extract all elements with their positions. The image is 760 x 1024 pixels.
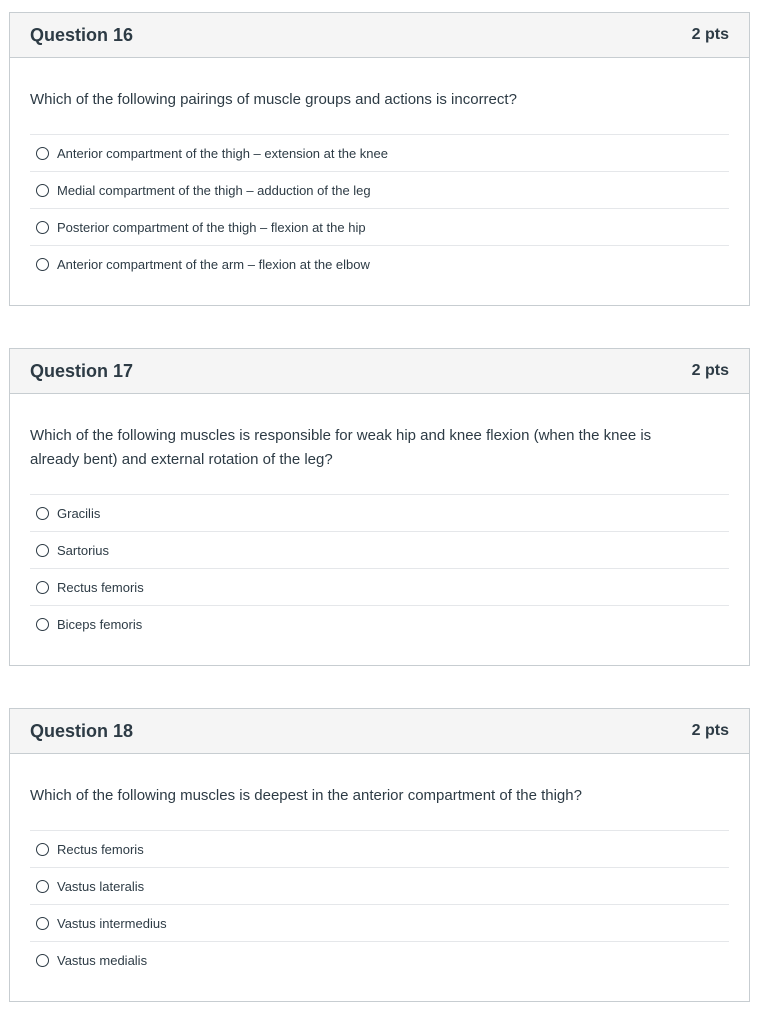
- answer-option[interactable]: [30, 246, 729, 283]
- question-points: 2 pts: [691, 26, 729, 43]
- question-16-card: [9, 12, 750, 306]
- question-title: Question 17: [30, 360, 134, 381]
- question-header: [10, 709, 749, 754]
- answer-option[interactable]: [30, 495, 729, 532]
- radio-button[interactable]: [36, 843, 49, 856]
- question-17-card: [9, 348, 750, 666]
- answer-option[interactable]: [30, 532, 729, 569]
- answer-label[interactable]: Vastus lateralis: [57, 878, 145, 894]
- answer-label[interactable]: Biceps femoris: [57, 617, 143, 632]
- radio-button[interactable]: [36, 618, 49, 631]
- question-title: Question 18: [30, 720, 134, 741]
- answer-label[interactable]: Rectus femoris: [57, 579, 144, 595]
- answer-option[interactable]: [30, 569, 729, 606]
- radio-button[interactable]: [36, 581, 49, 594]
- answer-label[interactable]: Vastus intermedius: [57, 915, 167, 931]
- answer-option[interactable]: [30, 942, 729, 979]
- answer-label[interactable]: Gracilis: [57, 505, 101, 521]
- question-text-line: already bent) and external rotation of the leg?: [30, 451, 333, 468]
- answer-option[interactable]: [30, 606, 729, 643]
- radio-button[interactable]: [36, 258, 49, 271]
- question-header: [10, 13, 749, 58]
- answer-label[interactable]: Rectus femoris: [57, 841, 144, 857]
- radio-button[interactable]: [36, 880, 49, 893]
- answer-label[interactable]: Anterior compartment of the thigh – extension at the knee: [57, 145, 388, 161]
- radio-button[interactable]: [36, 184, 49, 197]
- answer-option[interactable]: [30, 209, 729, 246]
- answer-option[interactable]: [30, 868, 729, 905]
- answer-label[interactable]: Medial compartment of the thigh – adduction of the leg: [57, 182, 371, 198]
- radio-button[interactable]: [36, 147, 49, 160]
- question-text: [30, 394, 729, 494]
- question-points: 2 pts: [691, 722, 729, 739]
- question-body: [10, 394, 749, 643]
- answer-option[interactable]: [30, 905, 729, 942]
- answer-list: [30, 830, 729, 979]
- answer-label[interactable]: Posterior compartment of the thigh – flexion at the hip: [57, 219, 366, 235]
- question-text-line: Which of the following muscles is responsible for weak hip and knee flexion (when the knee is: [30, 427, 652, 444]
- answer-option[interactable]: [30, 135, 729, 172]
- question-body: [10, 58, 749, 283]
- radio-button[interactable]: [36, 917, 49, 930]
- question-title: Question 16: [30, 24, 134, 45]
- answer-list: [30, 134, 729, 283]
- question-text: Which of the following pairings of muscle groups and actions is incorrect?: [30, 91, 517, 108]
- answer-list: [30, 494, 729, 643]
- question-header: [10, 349, 749, 394]
- answer-label[interactable]: Anterior compartment of the arm – flexion at the elbow: [57, 257, 370, 272]
- answer-option[interactable]: [30, 831, 729, 868]
- question-body: [10, 754, 749, 979]
- answer-label[interactable]: Vastus medialis: [57, 953, 148, 968]
- answer-label[interactable]: Sartorius: [57, 542, 110, 558]
- answer-option[interactable]: [30, 172, 729, 209]
- radio-button[interactable]: [36, 954, 49, 967]
- question-18-card: [9, 708, 750, 1002]
- radio-button[interactable]: [36, 221, 49, 234]
- question-text: Which of the following muscles is deepest in the anterior compartment of the thigh?: [30, 787, 582, 804]
- radio-button[interactable]: [36, 507, 49, 520]
- question-points: 2 pts: [691, 362, 729, 379]
- radio-button[interactable]: [36, 544, 49, 557]
